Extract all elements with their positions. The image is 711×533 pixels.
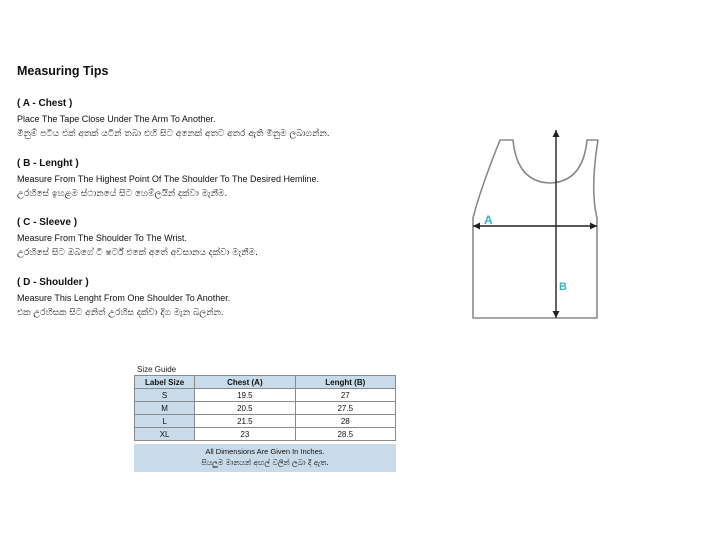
- table-header-row: [135, 376, 396, 389]
- tip-english-text: Place The Tape Close Under The Arm To Another.: [17, 114, 216, 124]
- chest-arrow-left-icon: [473, 223, 480, 230]
- header-label-size: Label Size: [135, 376, 195, 389]
- tip-sinhala-text: උරහිසේ සිට ඔබගේ ටී ෂර්ට් එකේ අතේ අවසානය දක්වා මැනීම.: [17, 248, 258, 258]
- tip-heading: ( B - Lenght ): [17, 158, 79, 169]
- length-label-b: B: [559, 281, 567, 293]
- tip-english-text: Measure From The Highest Point Of The Shoulder To The Desired Hemline.: [17, 174, 319, 184]
- tip-english-text: Measure From The Shoulder To The Wrist.: [17, 233, 187, 243]
- tip-sinhala-text: එක උරහිසක සිට අනිත් උරහිස දක්වා දිග මැන බලන්න.: [17, 308, 224, 318]
- tip-length: [17, 157, 457, 201]
- tip-shoulder: [17, 276, 457, 320]
- chest-arrow-right-icon: [590, 223, 597, 230]
- length-cell: 27: [295, 389, 395, 402]
- header-chest: Chest (A): [195, 376, 295, 389]
- chest-label-a: A: [484, 213, 493, 227]
- table-row: [135, 389, 396, 402]
- note-sinhala-text: සියලුම මානයන් අඟල් වලින් ලබා දී ඇත.: [201, 458, 329, 467]
- length-cell: 28: [295, 415, 395, 428]
- table-row: [135, 428, 396, 441]
- tip-sinhala-text: උරහිසේ ඉහළම ස්ථානයේ සිට හෙම්ලයින් දක්වා මැනීම.: [17, 189, 228, 199]
- tank-top-diagram: [470, 128, 600, 323]
- length-cell: 27.5: [295, 402, 395, 415]
- length-cell: 28.5: [295, 428, 395, 441]
- size-guide-caption: Size Guide: [137, 365, 177, 374]
- size-label-cell: M: [135, 402, 195, 415]
- chest-cell: 23: [195, 428, 295, 441]
- tank-top-outline-icon: [473, 140, 598, 318]
- chest-cell: 21.5: [195, 415, 295, 428]
- chest-cell: 20.5: [195, 402, 295, 415]
- tip-english-text: Measure This Lenght From One Shoulder To Another.: [17, 293, 231, 303]
- size-label-cell: S: [135, 389, 195, 402]
- tip-heading: ( D - Shoulder ): [17, 277, 89, 288]
- page-title: Measuring Tips: [17, 64, 109, 78]
- tip-sinhala-text: මිනුම් පටිය එක් අතක් යටින් තබා එහි සිට අනෙක් අතට අතර ඇති මිනුම ලබාගන්න.: [17, 129, 330, 139]
- tip-heading: ( C - Sleeve ): [17, 217, 78, 228]
- size-guide-note: [134, 444, 396, 472]
- tip-sleeve: [17, 216, 457, 260]
- size-label-cell: L: [135, 415, 195, 428]
- tip-heading: ( A - Chest ): [17, 98, 73, 109]
- chest-cell: 19.5: [195, 389, 295, 402]
- table-row: [135, 402, 396, 415]
- length-arrow-bottom-icon: [553, 311, 560, 318]
- tip-chest: [17, 97, 457, 141]
- length-arrow-top-icon: [553, 130, 560, 137]
- table-row: [135, 415, 396, 428]
- size-guide-table: [134, 375, 396, 441]
- size-label-cell: XL: [135, 428, 195, 441]
- note-english-text: All Dimensions Are Given In Inches.: [205, 447, 325, 456]
- header-length: Lenght (B): [295, 376, 395, 389]
